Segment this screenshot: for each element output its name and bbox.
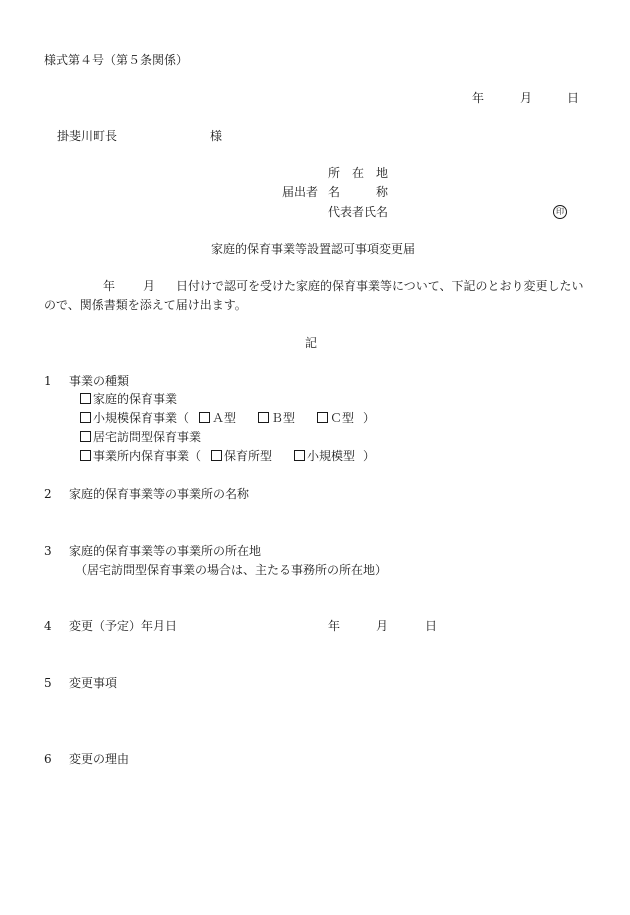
option-label: Ｃ型 — [330, 411, 355, 425]
section-number: 4 — [44, 619, 52, 633]
body-line2: ので、関係書類を添えて届け出ます。 — [44, 298, 247, 312]
addressee-name: 掛斐川町長 — [57, 129, 118, 143]
option-label: 保育所型 — [224, 449, 273, 463]
body-line1: 日付けで認可を受けた家庭的保育事業等について、下記のとおり変更したい — [176, 279, 584, 293]
option-label: Ｂ型 — [271, 411, 296, 425]
section-title: 変更事項 — [69, 676, 118, 690]
option-shokibo-gata[interactable] — [294, 450, 355, 462]
applicant-label: 届出者 — [282, 185, 319, 199]
option-type-a[interactable] — [199, 412, 236, 424]
checkbox-icon[interactable] — [317, 412, 328, 423]
section-title: 事業の種類 — [69, 374, 130, 388]
seal-mark: 印 — [553, 205, 567, 219]
applicant-name-label: 名 称 — [328, 185, 389, 199]
section-number: 5 — [44, 676, 52, 690]
date-year: 年 — [472, 91, 485, 105]
document-title: 家庭的保育事業等設置認可事項変更届 — [211, 242, 416, 256]
checkbox-icon[interactable] — [80, 431, 91, 442]
checkbox-icon[interactable] — [199, 412, 210, 423]
section-number: 1 — [44, 374, 52, 388]
checkbox-icon[interactable] — [294, 450, 305, 461]
section-title: 変更の理由 — [69, 752, 130, 766]
option-label: 事業所内保育事業（ — [93, 449, 202, 463]
date-month: 月 — [520, 91, 533, 105]
section-note: （居宅訪問型保育事業の場合は、主たる事務所の所在地） — [75, 563, 388, 577]
ki-marker: 記 — [305, 336, 318, 350]
paren-close: ） — [363, 411, 376, 425]
date-day: 日 — [567, 91, 580, 105]
change-month: 月 — [376, 619, 389, 633]
option-label: 居宅訪問型保育事業 — [93, 430, 202, 444]
body-year: 年 — [103, 279, 116, 293]
body-month: 月 — [143, 279, 156, 293]
option-label: 小規模型 — [307, 449, 356, 463]
option-kyotaku[interactable] — [80, 431, 201, 443]
section-title: 家庭的保育事業等の事業所の名称 — [69, 487, 250, 501]
change-day: 日 — [425, 619, 438, 633]
section-number: 3 — [44, 544, 52, 558]
form-number: 様式第４号（第５条関係） — [44, 53, 189, 67]
option-label: Ａ型 — [212, 411, 237, 425]
section-title: 家庭的保育事業等の事業所の所在地 — [69, 544, 262, 558]
option-type-b[interactable] — [258, 412, 295, 424]
applicant-address-label: 所 在 地 — [328, 166, 389, 180]
applicant-rep-label: 代表者氏名 — [328, 205, 389, 219]
checkbox-icon[interactable] — [258, 412, 269, 423]
checkbox-icon[interactable] — [211, 450, 222, 461]
change-year: 年 — [328, 619, 341, 633]
addressee-honorific: 様 — [210, 129, 223, 143]
option-hoikusho[interactable] — [211, 450, 272, 462]
checkbox-icon[interactable] — [80, 393, 91, 404]
section-number: 2 — [44, 487, 52, 501]
option-label: 家庭的保育事業 — [93, 392, 178, 406]
option-label: 小規模保育事業（ — [93, 411, 190, 425]
option-type-c[interactable] — [317, 412, 354, 424]
option-kateiteki[interactable] — [80, 393, 177, 405]
paren-close: ） — [363, 449, 376, 463]
section-title: 変更（予定）年月日 — [69, 619, 178, 633]
checkbox-icon[interactable] — [80, 412, 91, 423]
section-number: 6 — [44, 752, 52, 766]
option-jigyosho[interactable] — [80, 450, 201, 462]
option-shokibo[interactable] — [80, 412, 189, 424]
checkbox-icon[interactable] — [80, 450, 91, 461]
